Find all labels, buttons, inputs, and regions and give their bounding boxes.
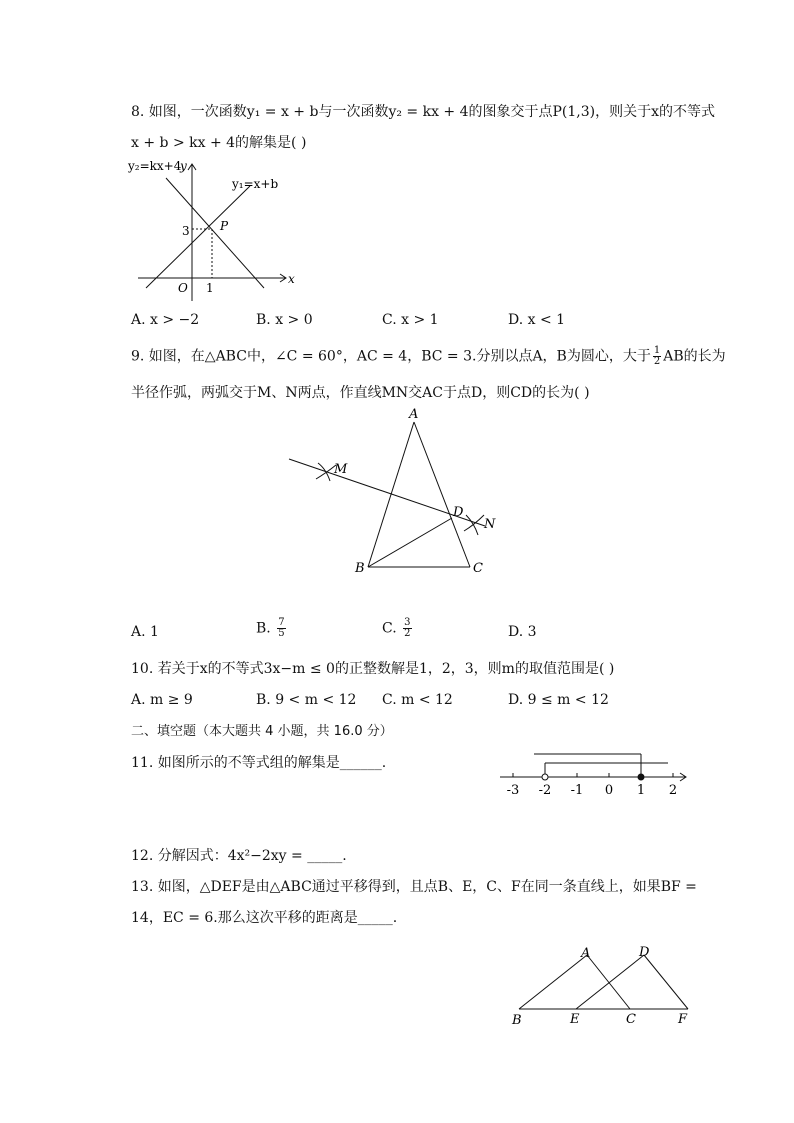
q11-tick-label: -1 <box>570 783 584 798</box>
q11-closed-endpoint <box>638 774 644 780</box>
q9-option-c-fraction: $\frac{3}{2}$ <box>404 617 411 639</box>
q9-figure <box>280 405 510 585</box>
q9-stem-line1-a: 9. 如图，在△ABC中，∠C = 60°，AC = 4，BC = 3.分别以点A，B为圆心，大于 <box>131 348 651 365</box>
q13-point-a: A <box>581 946 591 961</box>
q8-y2-label: y₂=kx+4 <box>128 159 182 173</box>
q9-stem-line1 <box>131 346 726 367</box>
q11-tick-label: 1 <box>636 783 646 798</box>
q8-stem-line2: x + b > kx + 4的解集是( ) <box>131 135 307 151</box>
q8-tick-3: 3 <box>182 224 190 238</box>
q8-stem-line1: 8. 如图，一次函数y₁ = x + b与一次函数y₂ = kx + 4的图象交于点P(1,3)，则关于x的不等式 <box>131 104 716 120</box>
q13-point-b: B <box>512 1013 522 1028</box>
q11-tick-label: 2 <box>668 783 678 798</box>
q12-stem: 12. 分解因式：4x²−2xy = _____. <box>131 848 347 864</box>
q9-option-a: A. 1 <box>131 624 159 640</box>
q8-x-axis-label: x <box>288 272 295 286</box>
q8-origin-o: O <box>178 281 188 295</box>
q9-option-c: C. $\frac{3}{2}$ <box>382 617 411 639</box>
q13-point-f: F <box>678 1012 688 1027</box>
q8-option-b: B. x > 0 <box>256 312 313 328</box>
q9-point-d: D <box>453 505 464 520</box>
q10-stem: 10. 若关于x的不等式3x−m ≤ 0的正整数解是1，2，3，则m的取值范围是( ) <box>131 661 615 677</box>
q11-tick-label: -3 <box>506 783 520 798</box>
q11-tick-label: 0 <box>604 783 614 798</box>
q8-option-d: D. x < 1 <box>508 312 566 328</box>
q11-open-endpoint <box>542 774 548 780</box>
q9-half-fraction: $\frac{1}{2}$ <box>653 345 661 367</box>
q8-tick-1: 1 <box>206 281 214 295</box>
q9-option-b-fraction: $\frac{7}{5}$ <box>278 617 285 639</box>
q9-option-b: B. $\frac{7}{5}$ <box>256 617 285 639</box>
q13-point-d: D <box>639 945 650 960</box>
q8-figure <box>126 156 306 306</box>
q9-point-a: A <box>409 407 419 422</box>
q8-y-axis-label: y <box>180 159 187 173</box>
q11-number-line <box>496 748 696 800</box>
q13-stem-line1: 13. 如图，△DEF是由△ABC通过平移得到，且点B、E，C、F在同一条直线上，如果BF = <box>131 879 697 895</box>
q10-option-a: A. m ≥ 9 <box>131 692 193 708</box>
q9-point-n: N <box>484 517 496 532</box>
q9-point-b: B <box>355 561 365 576</box>
q10-option-d: D. 9 ≤ m < 12 <box>508 692 609 708</box>
q9-stem-line1-b: AB的长为 <box>663 348 726 365</box>
q8-y1-label: y₁=x+b <box>232 177 279 191</box>
section-2-title: 二、填空题（本大题共 4 小题，共 16.0 分） <box>131 724 393 739</box>
q8-option-c: C. x > 1 <box>382 312 439 328</box>
q9-point-c: C <box>473 561 483 576</box>
q13-figure <box>505 940 705 1032</box>
q11-tick-label: -2 <box>538 783 552 798</box>
q9-option-d: D. 3 <box>508 624 537 640</box>
q8-option-a: A. x > −2 <box>131 312 200 328</box>
q9-stem-line2: 半径作弧，两弧交于M、N两点，作直线MN交AC于点D，则CD的长为( ) <box>131 385 590 401</box>
q11-stem: 11. 如图所示的不等式组的解集是______. <box>131 755 387 771</box>
q13-point-e: E <box>570 1012 580 1027</box>
q9-point-m: M <box>334 462 348 477</box>
q13-stem-line2: 14，EC = 6.那么这次平移的距离是_____. <box>131 910 398 926</box>
q10-option-b: B. 9 < m < 12 <box>256 692 357 708</box>
q10-option-c: C. m < 12 <box>382 692 453 708</box>
q8-point-p: P <box>220 219 229 233</box>
q13-point-c: C <box>626 1012 636 1027</box>
